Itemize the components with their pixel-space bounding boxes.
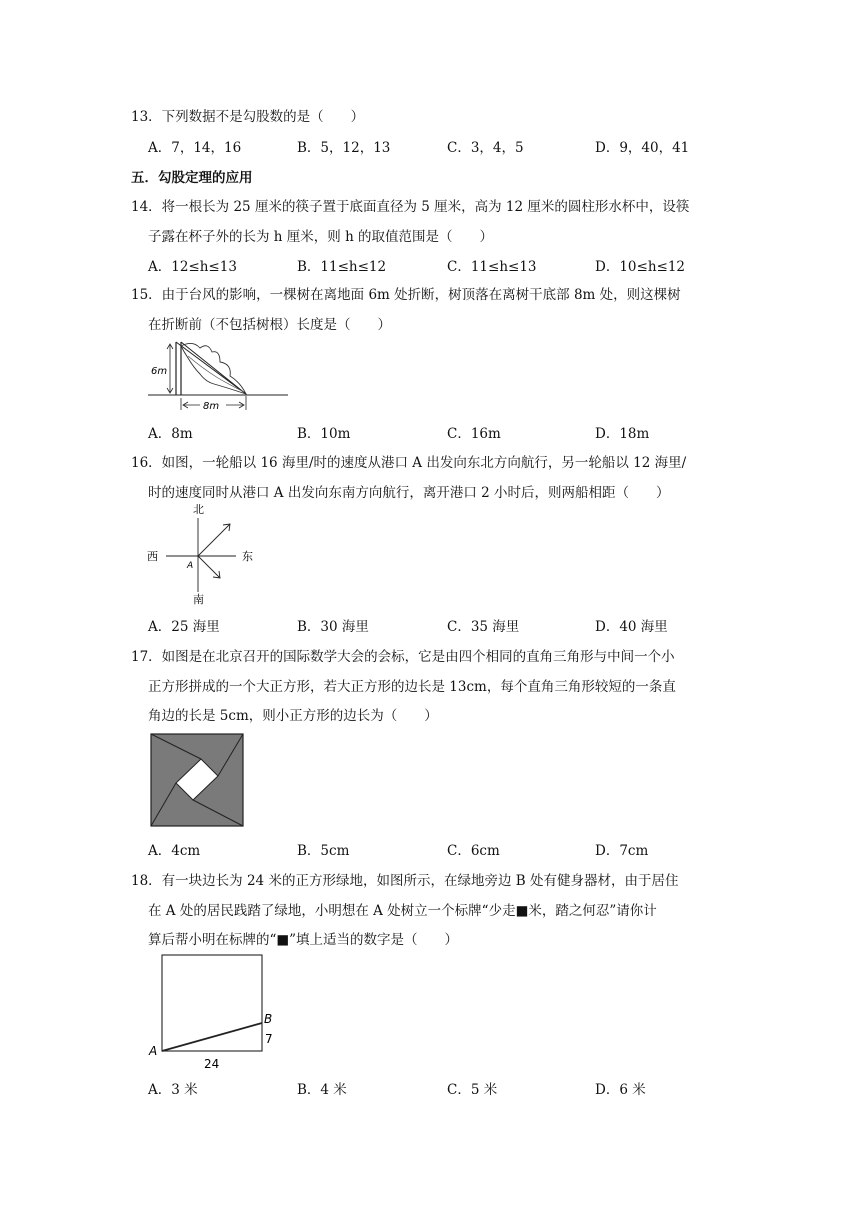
q16-option-b: B．30 海里	[297, 619, 369, 635]
q18-option-a: A．3 米	[148, 1082, 198, 1098]
q17-option-a: A．4cm	[148, 843, 201, 859]
ground-distance-label: 8m	[203, 401, 220, 412]
q14-line1: 14．将一根长为 25 厘米的筷子置于底面直径为 5 厘米，高为 12 厘米的圆柱形水杯中，设筷	[131, 199, 690, 215]
q14-option-c: C．11≤h≤13	[447, 259, 537, 275]
q15-option-c: C．16m	[447, 426, 501, 442]
q16-option-d: D．40 海里	[595, 619, 668, 635]
point-b-label: B	[264, 1012, 273, 1026]
section-heading: 五．勾股定理的应用	[131, 170, 253, 186]
q18-line1: 18．有一块边长为 24 米的正方形绿地，如图所示，在绿地旁边 B 处有健身器材，由于居住	[131, 873, 679, 889]
broken-tree-figure	[148, 338, 290, 414]
q18-option-b: B．4 米	[297, 1082, 347, 1098]
port-a-label: A	[187, 561, 194, 571]
q16-line1: 16．如图，一轮船以 16 海里/时的速度从港口 A 出发向东北方向航行，另一轮船以 12 海里/	[131, 455, 687, 471]
compass-south-label: 南	[193, 593, 204, 606]
q14-line2: 子露在杯子外的长为 h 厘米，则 h 的取值范围是（ ）	[148, 229, 494, 245]
q18-option-c: C．5 米	[447, 1082, 498, 1098]
q15-option-d: D．18m	[595, 426, 650, 442]
q17-option-b: B．5cm	[297, 843, 350, 859]
q18-line2: 在 A 处的居民践踏了绿地，小明想在 A 处树立一个标牌“少走■米，踏之何忍”请你计	[148, 903, 657, 919]
q17-option-d: D．7cm	[595, 843, 649, 859]
side-length-7-label: 7	[265, 1032, 273, 1046]
compass-east-label: 东	[242, 550, 253, 563]
q17-line1: 17．如图是在北京召开的国际数学大会的会标，它是由四个相同的直角三角形与中间一个小	[131, 649, 675, 665]
side-length-24-label: 24	[204, 1057, 220, 1071]
q16-option-c: C．35 海里	[447, 619, 520, 635]
q17-line3: 角边的长是 5cm，则小正方形的边长为（ ）	[148, 708, 438, 724]
q13-stem: 13．下列数据不是勾股数的是（ ）	[131, 109, 365, 125]
tree-height-label: 6m	[151, 366, 168, 377]
q17-option-c: C．6cm	[447, 843, 500, 859]
q18-line3: 算后帮小明在标牌的“■”填上适当的数字是（ ）	[148, 932, 459, 948]
compass-west-label: 西	[147, 550, 158, 563]
compass-north-label: 北	[193, 503, 204, 516]
q13-option-a: A．7，14，16	[148, 140, 242, 156]
q16-line2: 时的速度同时从港口 A 出发向东南方向航行，离开港口 2 小时后，则两船相距（ ）	[148, 485, 670, 501]
q13-option-d: D．9，40，41	[595, 140, 690, 156]
q16-option-a: A．25 海里	[148, 619, 220, 635]
q14-option-b: B．11≤h≤12	[297, 259, 387, 275]
q15-line1: 15．由于台风的影响，一棵树在离地面 6m 处折断，树顶落在离树干底部 8m 处，则这棵树	[131, 287, 681, 303]
square-lawn-figure	[146, 952, 280, 1074]
q15-line2: 在折断前（不包括树根）长度是（ ）	[148, 317, 391, 333]
compass-figure	[146, 502, 262, 606]
q15-option-a: A．8m	[148, 426, 193, 442]
pythagoras-square-figure	[150, 733, 245, 828]
q14-option-a: A．12≤h≤13	[148, 259, 237, 275]
q13-option-b: B．5，12，13	[297, 140, 391, 156]
q17-line2: 正方形拼成的一个大正方形，若大正方形的边长是 13cm，每个直角三角形较短的一条直	[148, 679, 676, 695]
q14-option-d: D．10≤h≤12	[595, 259, 685, 275]
q18-option-d: D．6 米	[595, 1082, 646, 1098]
q15-option-b: B．10m	[297, 426, 351, 442]
q13-option-c: C．3，4，5	[447, 140, 524, 156]
point-a-label: A	[149, 1044, 158, 1058]
